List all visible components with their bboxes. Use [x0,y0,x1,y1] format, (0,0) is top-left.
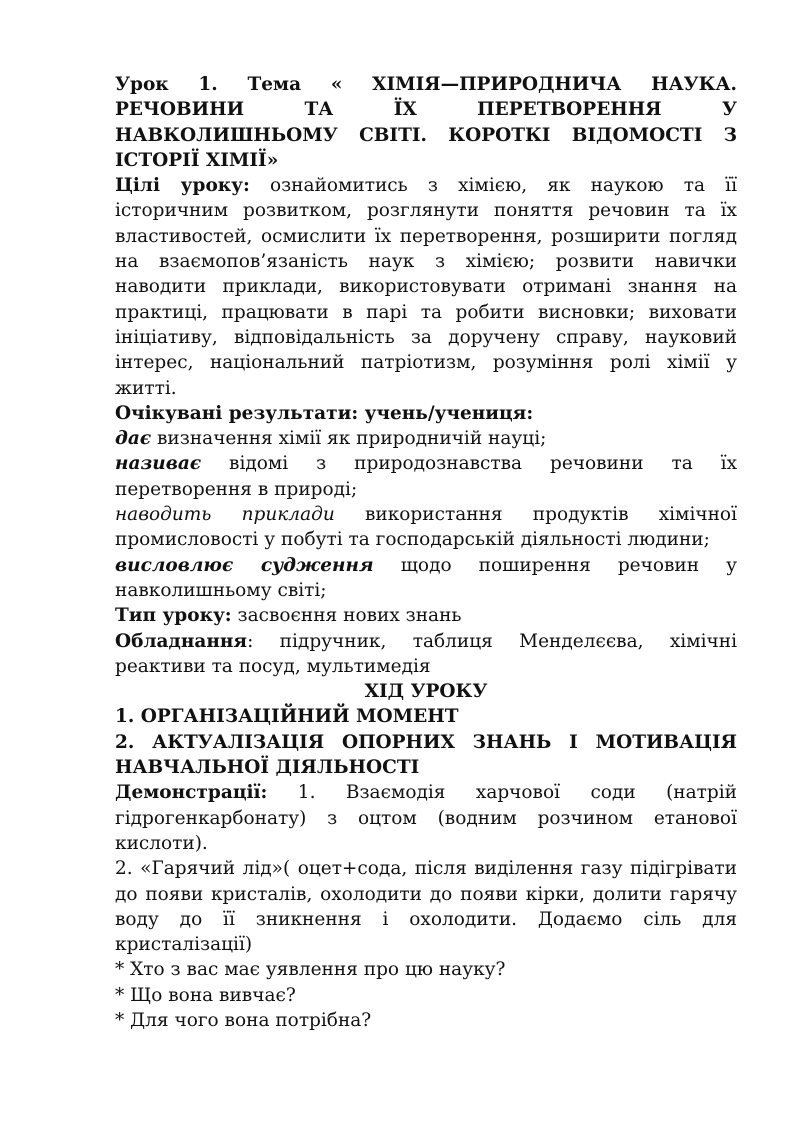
equipment-label: Обладнання [115,630,248,652]
result-item-3 [115,502,737,553]
demonstration-1 [115,780,737,856]
lesson-progress-heading: ХІД УРОКУ [364,681,488,703]
lesson-type [115,603,737,628]
question-item: * Що вона вивчає? [115,984,296,1006]
expected-results-heading: Очікувані результати: учень/учениця: [115,402,534,424]
lesson-type-label: Тип уроку: [115,605,232,627]
lesson-title-line-1: Урок 1. Тема « ХІМІЯ—ПРИРОДНИЧА НАУКА. [115,74,737,95]
result-verb: дає [115,428,152,450]
question-item: * Для чого вона потрібна? [115,1009,372,1031]
result-text: щодо поширення речовин у навколишньому світі; [115,554,738,601]
result-text: використання продуктів хімічної промисловості у побуті та господарській діяльності людини; [115,504,737,551]
demonstration-2: 2. «Гарячий лід»( оцет+сода, після виділення газу підігрівати до появи кристалів, охолодити до появи кірки, долити гарячу воду до її зникнення і охолодити. Додаємо сіль для кристалізації) [115,858,737,956]
equipment [115,629,737,680]
result-item-4 [115,553,737,604]
result-item-2 [115,451,737,502]
lesson-type-text: засвоєння нових знань [231,605,462,627]
section-actualization: 2. АКТУАЛІЗАЦІЯ ОПОРНИХ ЗНАНЬ І МОТИВАЦІЯ НАВЧАЛЬНОЇ ДІЯЛЬНОСТІ [115,731,737,779]
result-verb: наводить приклади [115,504,335,526]
lesson-title-line-3: НАВКОЛИШНЬОМУ СВІТІ. КОРОТКІ ВІДОМОСТІ З [115,124,737,146]
goals-label: Цілі уроку: [115,175,250,197]
result-verb: висловлює судження [115,554,374,576]
lesson-title-line-4: ІСТОРІЇ ХІМІЇ» [115,149,279,171]
lesson-title-line-2: РЕЧОВИНИ ТА ЇХ ПЕРЕТВОРЕННЯ У [115,99,737,121]
result-item-1 [115,426,737,451]
lesson-goals [115,173,737,401]
result-text: відомі з природознавства речовини та їх перетворення в природі; [115,453,737,500]
document-page [115,72,737,1033]
result-text: визначення хімії як природничій науці; [151,428,547,450]
equipment-text: : підручник, таблиця Менделєєва, хімічні реактиви та посуд, мультимедія [115,630,737,677]
result-verb: називає [115,453,202,475]
demonstration-1-text: 1. Взаємодія харчової соди (натрій гідрогенкарбонату) з оцтом (водним розчином етанової кислоти). [115,782,737,854]
question-item: * Хто з вас має уявлення про цю науку? [115,959,506,981]
section-organizational: 1. ОРГАНІЗАЦІЙНИЙ МОМЕНТ [115,706,459,728]
goals-text: ознайомитись з хімією, як наукою та її історичним розвитком, розглянути поняття речовин та їх властивостей, осмислити їх перетворення, розширити погляд на взаємопов’язаність наук з хімією; розвити навички наводити приклади, використовувати отримані знання на практиці, працювати в парі та робити висновки; виховати ініціативу, відповідальність за доручену справу, науковий інтерес, національний патріотизм, розуміння ролі хімії у житті. [115,175,737,399]
demonstrations-label: Демонстрації: [115,782,268,804]
